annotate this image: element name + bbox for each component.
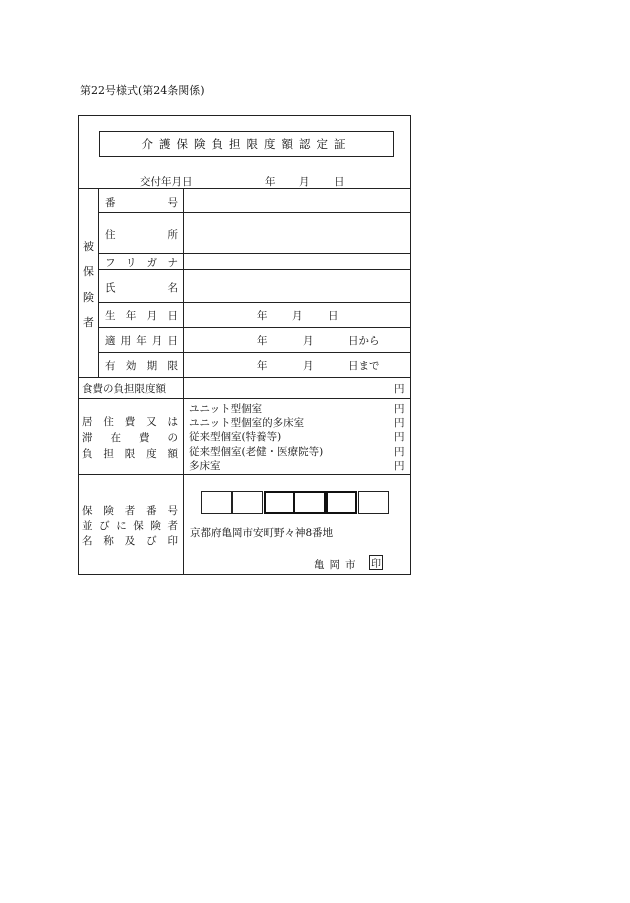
insured-char: 者 <box>83 315 94 329</box>
label-char: 号 <box>167 197 178 209</box>
label-char: 月 <box>146 310 158 322</box>
label-char: 年 <box>136 335 147 347</box>
label-char: 名 <box>82 535 93 547</box>
label-char: 限 <box>167 360 178 372</box>
insured-char: 保 <box>83 265 94 279</box>
divider <box>78 474 411 475</box>
insured-number-label <box>105 195 178 210</box>
divider <box>98 253 411 254</box>
label-char: 用 <box>120 335 132 347</box>
label-char: 担 <box>103 448 114 460</box>
divider <box>98 212 411 213</box>
divider <box>98 352 411 353</box>
residence-item-unit: 円 <box>394 460 405 472</box>
label-char: 者 <box>124 505 136 517</box>
validity-month: 月 <box>303 360 314 372</box>
label-char: 氏 <box>105 282 116 294</box>
insurer-label-line-2 <box>82 518 178 533</box>
label-char: 保 <box>133 520 144 532</box>
label-char: 所 <box>167 229 178 241</box>
label-char: 年 <box>125 310 137 322</box>
insurer-label-line-1 <box>82 503 178 518</box>
label-char: 限 <box>124 448 136 460</box>
label-char: 期 <box>146 360 158 372</box>
issue-year: 年 <box>265 176 276 188</box>
insured-furigana-label <box>105 255 178 270</box>
insurer-number-box <box>358 491 389 514</box>
label-char: 住 <box>105 229 116 241</box>
label-char: 生 <box>105 310 116 322</box>
label-char: ナ <box>167 257 178 269</box>
issue-date-label: 交付年月日 <box>140 176 193 188</box>
birth-year: 年 <box>257 310 268 322</box>
birth-day: 日 <box>328 310 339 322</box>
seal-mark: 印 <box>369 555 383 570</box>
applicable-date-label <box>105 333 178 348</box>
insurer-label-line-3 <box>82 533 178 548</box>
insured-address-label <box>105 227 178 242</box>
label-char: 者 <box>167 520 178 532</box>
certificate-title: 介護保険負担限度額認定証 <box>99 131 394 157</box>
residence-item-unit: 円 <box>394 431 405 443</box>
residence-item-unit: 円 <box>394 403 405 415</box>
label-char: 番 <box>146 505 157 517</box>
label-char: 在 <box>110 432 121 444</box>
label-char: の <box>167 432 178 444</box>
residence-label-line-3 <box>82 446 178 461</box>
insured-char: 被 <box>83 240 94 253</box>
residence-item-unit: 円 <box>394 417 405 429</box>
label-char: 効 <box>125 360 137 372</box>
label-char: 号 <box>167 505 178 517</box>
validity-suffix: 日まで <box>348 360 380 372</box>
insurer-number-box <box>201 491 232 514</box>
residence-label-line-1 <box>82 414 178 429</box>
issue-day: 日 <box>334 176 345 188</box>
insured-group-label <box>79 238 98 330</box>
insurer-name: 亀岡市 <box>314 559 361 571</box>
label-char: フ <box>105 257 116 269</box>
insured-name-label <box>105 280 178 295</box>
label-char: 険 <box>103 505 114 517</box>
divider <box>98 188 99 377</box>
issue-month: 月 <box>299 176 310 188</box>
birth-date-label <box>105 308 178 323</box>
residence-item-label: ユニット型個室的多床室 <box>189 417 305 429</box>
label-char: 並 <box>82 520 93 532</box>
applicable-year: 年 <box>257 335 268 347</box>
applicable-month: 月 <box>303 335 314 347</box>
label-char: 負 <box>82 448 93 460</box>
residence-item-label: 従来型個室(老健・医療院等) <box>189 446 324 458</box>
label-char: 費 <box>139 432 150 444</box>
food-limit-label: 食費の負担限度額 <box>82 383 166 395</box>
label-char: 住 <box>103 416 114 428</box>
applicable-suffix: 日から <box>348 335 380 347</box>
label-char: び <box>99 520 110 532</box>
divider <box>98 302 411 303</box>
divider <box>78 398 411 399</box>
label-char: 額 <box>167 448 178 460</box>
form-number: 第22号様式(第24条関係) <box>80 84 205 97</box>
label-char: 印 <box>167 535 178 547</box>
food-limit-unit: 円 <box>394 383 405 395</box>
residence-item-unit: 円 <box>394 446 405 458</box>
insurer-number-box <box>232 491 263 514</box>
label-char: 称 <box>103 535 114 547</box>
residence-label-line-2 <box>82 430 178 445</box>
insured-char: 険 <box>83 290 94 304</box>
label-char: 番 <box>105 197 116 209</box>
residence-item-label: ユニット型個室 <box>189 403 263 415</box>
residence-item-label: 多床室 <box>189 460 221 472</box>
label-char: 日 <box>167 310 178 322</box>
label-char: ガ <box>146 257 158 269</box>
divider <box>78 188 411 189</box>
label-char: 居 <box>82 416 93 428</box>
label-char: 月 <box>151 335 163 347</box>
label-char: 日 <box>167 335 178 347</box>
label-char: 適 <box>105 335 116 347</box>
divider <box>78 377 411 378</box>
birth-month: 月 <box>292 310 303 322</box>
label-char: 度 <box>146 448 157 460</box>
label-char: び <box>146 535 157 547</box>
label-char: リ <box>125 257 137 269</box>
insurer-number-box <box>264 491 295 514</box>
insurer-address: 京都府亀岡市安町野々神8番地 <box>190 527 334 539</box>
label-char: に <box>116 520 127 532</box>
label-char: 又 <box>146 416 157 428</box>
residence-item-label: 従来型個室(特養等) <box>189 431 282 443</box>
label-char: 険 <box>150 520 161 532</box>
divider <box>98 327 411 328</box>
validity-year: 年 <box>257 360 268 372</box>
label-char: 滞 <box>82 432 93 444</box>
label-char: 保 <box>82 505 93 517</box>
insurer-number-box <box>295 491 326 514</box>
label-char: 費 <box>124 416 136 428</box>
divider <box>183 188 184 575</box>
label-char: は <box>167 416 178 428</box>
validity-label <box>105 358 178 373</box>
label-char: 及 <box>124 535 136 547</box>
label-char: 有 <box>105 360 116 372</box>
insurer-number-box <box>326 491 357 514</box>
label-char: 名 <box>167 282 178 294</box>
